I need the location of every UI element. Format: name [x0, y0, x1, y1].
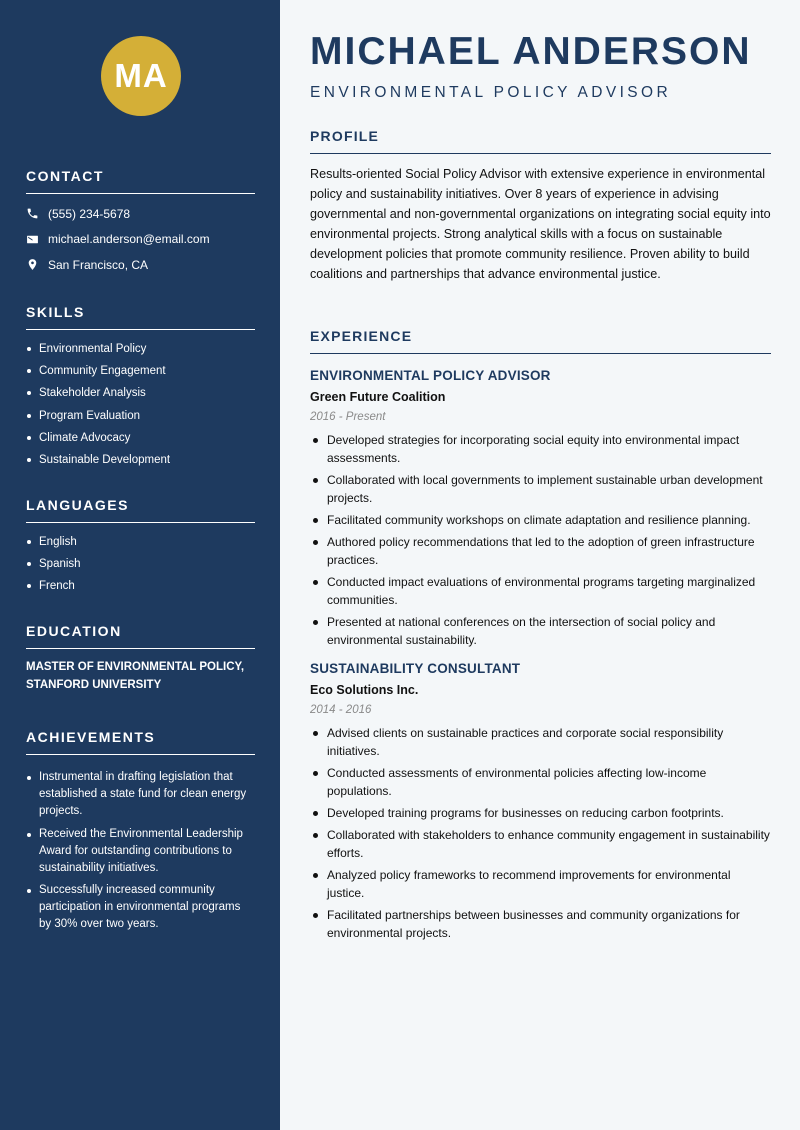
- skill-item: Environmental Policy: [26, 338, 255, 360]
- job-bullet: Authored policy recommendations that led to the adoption of green infrastructure practices.: [310, 533, 771, 569]
- job-dates: 2016 - Present: [310, 411, 386, 423]
- achievement-item: Instrumental in drafting legislation that established a state fund for clean energy projects.: [26, 769, 255, 820]
- languages-heading: LANGUAGES: [26, 497, 255, 523]
- job-bullet: Facilitated partnerships between businesses and community organizations for environmental projects.: [310, 906, 771, 942]
- location-pin-icon: [26, 258, 39, 271]
- skill-item: Stakeholder Analysis: [26, 382, 255, 404]
- contact-email: [26, 227, 255, 253]
- job-bullet: Conducted impact evaluations of environmental programs targeting marginalized communities.: [310, 573, 771, 609]
- skill-item: Program Evaluation: [26, 405, 255, 427]
- language-item: French: [26, 575, 255, 597]
- languages-list: [26, 531, 255, 598]
- contact-section: [26, 168, 255, 278]
- email-text: michael.anderson@email.com: [48, 232, 210, 247]
- skills-list: [26, 338, 255, 471]
- job-bullets: [310, 724, 771, 942]
- candidate-title: ENVIRONMENTAL POLICY ADVISOR: [310, 84, 672, 101]
- job-entry: [310, 368, 771, 649]
- education-degree: MASTER OF ENVIRONMENTAL POLICY, STANFORD UNIVERSITY: [26, 661, 245, 691]
- contact-heading: CONTACT: [26, 168, 255, 194]
- job-bullet: Developed strategies for incorporating social equity into environmental impact assessments.: [310, 431, 771, 467]
- profile-section: [310, 128, 771, 284]
- language-item: English: [26, 531, 255, 553]
- achievement-item: Received the Environmental Leadership Award for outstanding contributions to sustainability initiatives.: [26, 826, 255, 877]
- job-bullet: Facilitated community workshops on climate adaptation and resilience planning.: [310, 511, 771, 529]
- job-company: Green Future Coalition: [310, 390, 446, 404]
- job-bullet: Collaborated with stakeholders to enhance community engagement in sustainability efforts.: [310, 826, 771, 862]
- job-role: ENVIRONMENTAL POLICY ADVISOR: [310, 368, 551, 383]
- sidebar: [0, 0, 280, 1130]
- job-bullet: Developed training programs for businesses on reducing carbon footprints.: [310, 804, 771, 822]
- achievement-item: Successfully increased community participation in environmental programs by 30% over two years.: [26, 882, 255, 933]
- job-bullet: Collaborated with local governments to implement sustainable urban development projects.: [310, 471, 771, 507]
- languages-section: [26, 497, 255, 598]
- skills-heading: SKILLS: [26, 304, 255, 330]
- education-heading: EDUCATION: [26, 623, 255, 649]
- experience-section: [310, 328, 771, 946]
- job-bullet: Advised clients on sustainable practices and corporate social responsibility initiatives.: [310, 724, 771, 760]
- email-icon: [26, 233, 39, 246]
- skill-item: Community Engagement: [26, 360, 255, 382]
- contact-location: [26, 252, 255, 278]
- job-entry: [310, 661, 771, 942]
- job-bullets: [310, 431, 771, 649]
- profile-heading: PROFILE: [310, 128, 771, 154]
- skill-item: Climate Advocacy: [26, 427, 255, 449]
- achievements-section: [26, 729, 255, 939]
- language-item: Spanish: [26, 553, 255, 575]
- location-text: San Francisco, CA: [48, 257, 149, 272]
- job-bullet: Conducted assessments of environmental policies affecting low-income populations.: [310, 764, 771, 800]
- education-section: [26, 623, 255, 694]
- skills-section: [26, 304, 255, 471]
- skill-item: Sustainable Development: [26, 449, 255, 471]
- job-role: SUSTAINABILITY CONSULTANT: [310, 661, 521, 676]
- job-dates: 2014 - 2016: [310, 704, 372, 716]
- achievements-list: [26, 769, 255, 933]
- phone-icon: [26, 207, 39, 220]
- job-company: Eco Solutions Inc.: [310, 683, 419, 697]
- candidate-name: MICHAEL ANDERSON: [310, 30, 752, 73]
- contact-phone: [26, 201, 255, 227]
- avatar-initials: MA: [114, 57, 168, 94]
- job-bullet: Presented at national conferences on the intersection of social policy and environmental sustainability.: [310, 613, 771, 649]
- profile-text: Results-oriented Social Policy Advisor with extensive experience in environmental policy and sustainability initiatives. Over 8 years of experience in advising governmental and non-governmental organizations on integrating social equity into environmental projects. Strong analytical skills with a focus on sustainable development policies that promote community resilience. Proven ability to build coalitions and partnerships that advance environmental justice.: [310, 167, 771, 281]
- phone-text: (555) 234-5678: [48, 206, 131, 221]
- avatar: [101, 36, 181, 116]
- experience-heading: EXPERIENCE: [310, 328, 771, 354]
- job-bullet: Analyzed policy frameworks to recommend improvements for environmental justice.: [310, 866, 771, 902]
- achievements-heading: ACHIEVEMENTS: [26, 729, 255, 755]
